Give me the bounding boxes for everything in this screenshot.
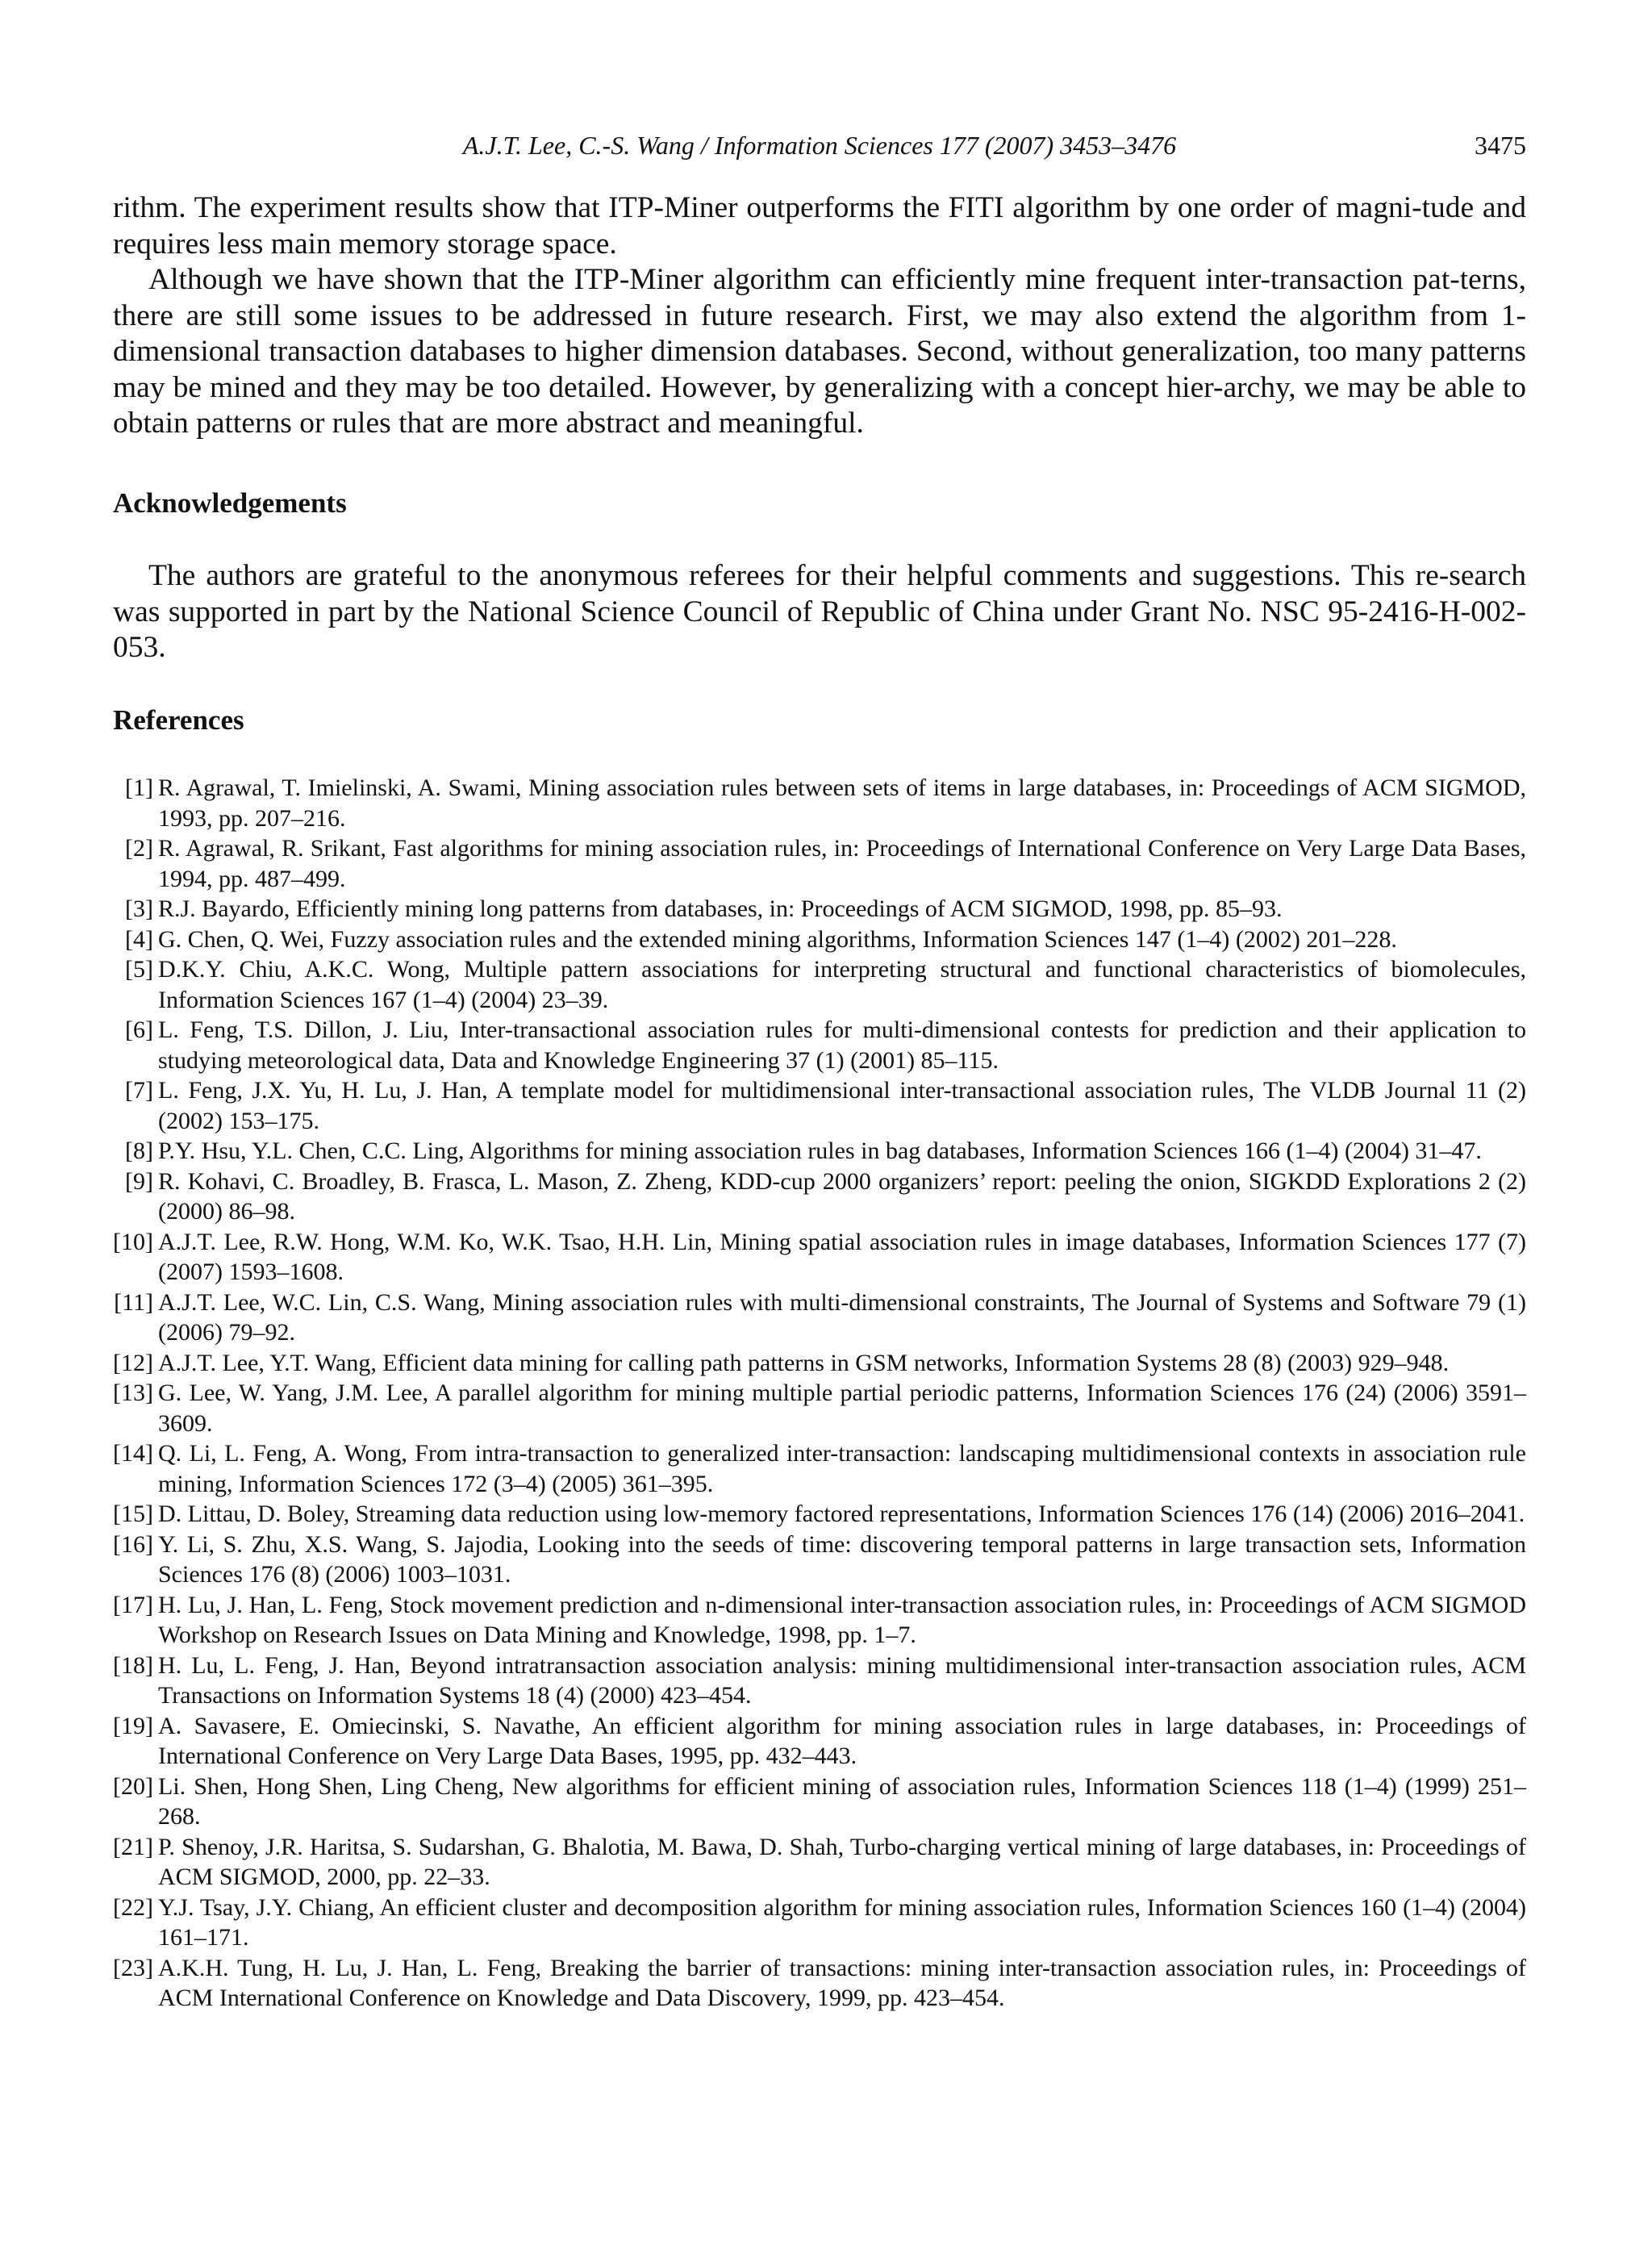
reference-item <box>113 1590 1526 1651</box>
reference-number: [11] <box>114 1288 153 1316</box>
reference-item <box>113 1015 1526 1075</box>
reference-item <box>113 954 1526 1015</box>
reference-item <box>113 1651 1526 1711</box>
reference-number: [15] <box>113 1501 153 1527</box>
reference-text: R.J. Bayardo, Efficiently mining long patterns from databases, in: Proceedings of ACM SIGMOD, 1998, pp. 85–93. <box>158 895 1283 922</box>
reference-item <box>113 1530 1526 1590</box>
reference-text: Q. Li, L. Feng, A. Wong, From intra-transaction to generalized inter-transaction: landscaping multidimensional contexts in association rule mining, Information Sciences 172 (3–4) (2005) 361–395. <box>158 1440 1526 1497</box>
reference-text: Y. Li, S. Zhu, X.S. Wang, S. Jajodia, Looking into the seeds of time: discovering temporal patterns in large transaction sets, Information Sciences 176 (8) (2006) 1003–1031. <box>158 1530 1526 1588</box>
reference-number: [4] <box>125 925 153 953</box>
body-paragraph: rithm. The experiment results show that ITP-Miner outperforms the FITI algorithm by one order of magni-tude and requires less main memory storage space. <box>113 191 1526 261</box>
reference-number: [5] <box>125 956 153 983</box>
running-title: A.J.T. Lee, C.-S. Wang / Information Sciences 177 (2007) 3453–3476 <box>462 131 1177 160</box>
reference-number: [16] <box>113 1530 153 1558</box>
reference-text: Li. Shen, Hong Shen, Ling Cheng, New algorithms for efficient mining of association rules, Information Sciences 118 (1–4) (1999) 251–268. <box>158 1772 1526 1830</box>
page-number: 3475 <box>1475 131 1526 160</box>
reference-item <box>113 1499 1526 1530</box>
reference-number: [18] <box>113 1651 153 1679</box>
reference-text: Y.J. Tsay, J.Y. Chiang, An efficient cluster and decomposition algorithm for mining association rules, Information Sciences 160 (1–4) (2004) 161–171. <box>158 1893 1526 1951</box>
reference-text: P.Y. Hsu, Y.L. Chen, C.C. Ling, Algorithms for mining association rules in bag databases, Information Sciences 166 (1–4) (2004) 31–47. <box>158 1137 1482 1164</box>
reference-text: D.K.Y. Chiu, A.K.C. Wong, Multiple pattern associations for interpreting structural and functional characteristics of biomolecules, Information Sciences 167 (1–4) (2004) 23–39. <box>158 956 1526 1013</box>
acknowledgements-body <box>113 558 1526 666</box>
reference-number: [19] <box>113 1712 153 1739</box>
reference-item <box>113 1167 1526 1227</box>
reference-number: [21] <box>113 1833 153 1860</box>
body-paragraph: Although we have shown that the ITP-Miner algorithm can efficiently mine frequent inter-transaction pat-terns, there are still some issues to be addressed in future research. First, we may also extend the algorithm from 1-dimensional transaction databases to higher dimension databases. Second, without generalization, too many patterns may be mined and they may be too detailed. However, by generalizing with a concept hier-archy, we may be able to obtain patterns or rules that are more abstract and meaningful. <box>113 263 1526 440</box>
reference-text: A.K.H. Tung, H. Lu, J. Han, L. Feng, Breaking the barrier of transactions: mining inter-transaction association rules, in: Proceedings of ACM International Conference on Knowledge and Data Discovery, 1999, pp. 423–454. <box>158 1954 1526 2011</box>
reference-item <box>113 925 1526 955</box>
reference-item <box>113 1227 1526 1288</box>
reference-number: [12] <box>113 1349 153 1376</box>
acknowledgements-paragraph: The authors are grateful to the anonymous referees for their helpful comments and suggestions. This re-search was supported in part by the National Science Council of Republic of China under Grant No. NSC 95-2416-H-002-053. <box>113 559 1526 664</box>
reference-item <box>113 773 1526 833</box>
reference-text: A.J.T. Lee, R.W. Hong, W.M. Ko, W.K. Tsao, H.H. Lin, Mining spatial association rules in image databases, Information Sciences 177 (7) (2007) 1593–1608. <box>158 1228 1526 1285</box>
reference-text: H. Lu, J. Han, L. Feng, Stock movement prediction and n-dimensional inter-transaction association rules, in: Proceedings of ACM SIGMOD Workshop on Research Issues on Data Mining and Knowledge, 1998, pp. 1–7. <box>158 1591 1526 1648</box>
reference-item <box>113 1136 1526 1167</box>
reference-item <box>113 833 1526 894</box>
reference-item <box>113 1953 1526 2014</box>
reference-number: [1] <box>125 774 153 801</box>
reference-text: L. Feng, J.X. Yu, H. Lu, J. Han, A template model for multidimensional inter-transactional association rules, The VLDB Journal 11 (2) (2002) 153–175. <box>158 1077 1526 1134</box>
reference-text: A. Savasere, E. Omiecinski, S. Navathe, An efficient algorithm for mining association rules in large databases, in: Proceedings of International Conference on Very Large Data Bases, 1995, pp. 432–443. <box>158 1712 1526 1769</box>
reference-number: [20] <box>113 1772 153 1800</box>
reference-number: [2] <box>125 835 153 862</box>
reference-number: [23] <box>113 1954 153 1981</box>
reference-number: [22] <box>113 1893 153 1921</box>
reference-number: [9] <box>125 1167 153 1195</box>
running-header <box>113 131 1526 166</box>
reference-number: [3] <box>125 895 153 922</box>
reference-text: P. Shenoy, J.R. Haritsa, S. Sudarshan, G. Bhalotia, M. Bawa, D. Shah, Turbo-charging vertical mining of large databases, in: Proceedings of ACM SIGMOD, 2000, pp. 22–33. <box>158 1833 1526 1890</box>
reference-number: [6] <box>125 1016 153 1043</box>
reference-item <box>113 894 1526 925</box>
reference-text: H. Lu, L. Feng, J. Han, Beyond intratransaction association analysis: mining multidimensional inter-transaction association rules, ACM Transactions on Information Systems 18 (4) (2000) 423–454. <box>158 1651 1526 1709</box>
reference-text: R. Kohavi, C. Broadley, B. Frasca, L. Mason, Z. Zheng, KDD-cup 2000 organizers’ report: peeling the onion, SIGKDD Explorations 2 (2) (2000) 86–98. <box>158 1167 1526 1225</box>
reference-item <box>113 1893 1526 1953</box>
reference-text: A.J.T. Lee, Y.T. Wang, Efficient data mining for calling path patterns in GSM networks, Information Systems 28 (8) (2003) 929–948. <box>158 1349 1450 1376</box>
reference-number: [10] <box>113 1228 153 1255</box>
conclusion-body <box>113 190 1526 442</box>
reference-text: D. Littau, D. Boley, Streaming data reduction using low-memory factored representations, Information Sciences 176 (14) (2006) 2016–2041. <box>158 1501 1525 1527</box>
reference-item <box>113 1438 1526 1499</box>
reference-item <box>113 1288 1526 1348</box>
reference-item <box>113 1075 1526 1136</box>
reference-list <box>113 773 1526 2014</box>
reference-number: [17] <box>113 1591 153 1618</box>
reference-text: G. Chen, Q. Wei, Fuzzy association rules and the extended mining algorithms, Information Sciences 147 (1–4) (2002) 201–228. <box>158 925 1397 953</box>
reference-number: [7] <box>125 1077 153 1104</box>
reference-item <box>113 1832 1526 1893</box>
reference-item <box>113 1711 1526 1772</box>
reference-text: G. Lee, W. Yang, J.M. Lee, A parallel algorithm for mining multiple partial periodic patterns, Information Sciences 176 (24) (2006) 3591–3609. <box>158 1380 1526 1437</box>
reference-number: [13] <box>113 1380 153 1406</box>
reference-number: [14] <box>113 1440 153 1467</box>
reference-item <box>113 1378 1526 1438</box>
references-heading: References <box>113 704 244 736</box>
acknowledgements-heading: Acknowledgements <box>113 487 347 519</box>
reference-item <box>113 1348 1526 1379</box>
reference-item <box>113 1772 1526 1832</box>
reference-text: R. Agrawal, R. Srikant, Fast algorithms for mining association rules, in: Proceedings of International Conference on Very Large Data Bases, 1994, pp. 487–499. <box>158 835 1526 892</box>
reference-text: A.J.T. Lee, W.C. Lin, C.S. Wang, Mining association rules with multi-dimensional constraints, The Journal of Systems and Software 79 (1) (2006) 79–92. <box>158 1288 1526 1346</box>
reference-number: [8] <box>125 1137 153 1164</box>
reference-text: R. Agrawal, T. Imielinski, A. Swami, Mining association rules between sets of items in large databases, in: Proceedings of ACM SIGMOD, 1993, pp. 207–216. <box>158 774 1526 832</box>
reference-text: L. Feng, T.S. Dillon, J. Liu, Inter-transactional association rules for multi-dimensional contests for prediction and their application to studying meteorological data, Data and Knowledge Engineering 37 (1) (2001) 85–115. <box>158 1016 1526 1074</box>
